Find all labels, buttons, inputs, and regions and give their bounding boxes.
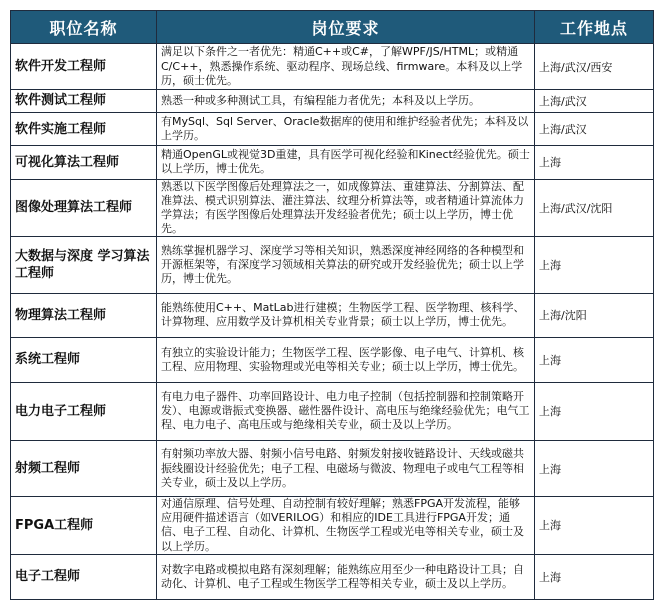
- requirement-cell: 对数字电路或模拟电路有深刻理解；能熟练应用至少一种电路设计工具；自动化、计算机、电子工程或生物医学工程等相关专业，硕士及以上学历。: [157, 554, 535, 599]
- location-cell: 上海: [535, 146, 654, 179]
- job-title-cell: 大数据与深度 学习算法工程师: [11, 237, 157, 294]
- header-requirement: 岗位要求: [157, 11, 535, 44]
- location-cell: 上海: [535, 382, 654, 440]
- table-row: [11, 337, 654, 382]
- job-title-cell: 图像处理算法工程师: [11, 179, 157, 237]
- job-title-cell: 射频工程师: [11, 440, 157, 496]
- table-row: [11, 294, 654, 337]
- job-title-cell: 软件测试工程师: [11, 90, 157, 113]
- location-cell: 上海/武汉: [535, 113, 654, 146]
- job-title-cell: 软件开发工程师: [11, 44, 157, 90]
- table-row: [11, 90, 654, 113]
- table-row: [11, 497, 654, 555]
- requirement-cell: 对通信原理、信号处理、自动控制有较好理解；熟悉FPGA开发流程，能够应用硬件描述语言（如VERILOG）和相应的IDE工具进行FPGA开发；通信、电子工程、自动化、计算机、生物医学工程或光电等相关专业，硕士及以上学历。: [157, 497, 535, 555]
- location-cell: 上海: [535, 440, 654, 496]
- requirement-cell: 有MySql、Sql Server、Oracle数据库的使用和维护经验者优先；本科及以上学历。: [157, 113, 535, 146]
- requirement-cell: 满足以下条件之一者优先：精通C++或C#，了解WPF/JS/HTML；或精通C/C++，熟悉操作系统、驱动程序、现场总线、firmware。本科及以上学历，硕士优先。: [157, 44, 535, 90]
- requirement-cell: 有射频功率放大器、射频小信号电路、射频发射接收链路设计、天线或磁共振线圈设计经验优先；电子工程、电磁场与微波、物理电子或电气工程等相关专业，硕士及以上学历。: [157, 440, 535, 496]
- location-cell: 上海: [535, 554, 654, 599]
- location-cell: 上海: [535, 337, 654, 382]
- table-row: [11, 179, 654, 237]
- table-row: [11, 554, 654, 599]
- table-row: [11, 44, 654, 90]
- header-job-title: 职位名称: [11, 11, 157, 44]
- job-title-cell: 电力电子工程师: [11, 382, 157, 440]
- job-title-cell: FPGA工程师: [11, 497, 157, 555]
- table-row: [11, 237, 654, 294]
- location-cell: 上海/武汉/沈阳: [535, 179, 654, 237]
- requirement-cell: 能熟练使用C++、MatLab进行建模；生物医学工程、医学物理、核科学、计算物理、应用数学及计算机相关专业背景；硕士以上学历，博士优先。: [157, 294, 535, 337]
- requirement-cell: 熟悉一种或多种测试工具，有编程能力者优先；本科及以上学历。: [157, 90, 535, 113]
- location-cell: 上海/武汉: [535, 90, 654, 113]
- table-header: [11, 11, 654, 44]
- job-title-cell: 电子工程师: [11, 554, 157, 599]
- requirement-cell: 精通OpenGL或视觉3D重建，具有医学可视化经验和Kinect经验优先。硕士以上学历，博士优先。: [157, 146, 535, 179]
- job-positions-table: [10, 10, 654, 600]
- table-row: [11, 382, 654, 440]
- job-title-cell: 物理算法工程师: [11, 294, 157, 337]
- requirement-cell: 熟练掌握机器学习、深度学习等相关知识，熟悉深度神经网络的各种模型和开源框架等，有深度学习领域相关算法的研究或开发经验优先；硕士以上学历，博士优先。: [157, 237, 535, 294]
- table-row: [11, 146, 654, 179]
- header-row: [11, 11, 654, 44]
- requirement-cell: 有电力电子器件、功率回路设计、电力电子控制（包括控制器和控制策略开发）、电源或谐振式变换器、磁性器件设计、高电压与绝缘经验优先；电气工程、电力电子、高电压或与绝缘相关专业，硕士及以上学历。: [157, 382, 535, 440]
- job-title-cell: 可视化算法工程师: [11, 146, 157, 179]
- requirement-cell: 有独立的实验设计能力；生物医学工程、医学影像、电子电气、计算机、核工程、应用物理、实验物理或光电等相关专业；硕士以上学历，博士优先。: [157, 337, 535, 382]
- location-cell: 上海: [535, 497, 654, 555]
- table-row: [11, 113, 654, 146]
- table-body: [11, 44, 654, 600]
- header-location: 工作地点: [535, 11, 654, 44]
- location-cell: 上海/武汉/西安: [535, 44, 654, 90]
- job-title-cell: 系统工程师: [11, 337, 157, 382]
- requirement-cell: 熟悉以下医学图像后处理算法之一，如成像算法、重建算法、分割算法、配准算法、模式识别算法、灌注算法、纹理分析算法等，或者精通计算流体力学算法；有医学图像后处理算法开发经验者优先；硕士以上学历，博士优先。: [157, 179, 535, 237]
- location-cell: 上海: [535, 237, 654, 294]
- job-title-cell: 软件实施工程师: [11, 113, 157, 146]
- location-cell: 上海/沈阳: [535, 294, 654, 337]
- table-row: [11, 440, 654, 496]
